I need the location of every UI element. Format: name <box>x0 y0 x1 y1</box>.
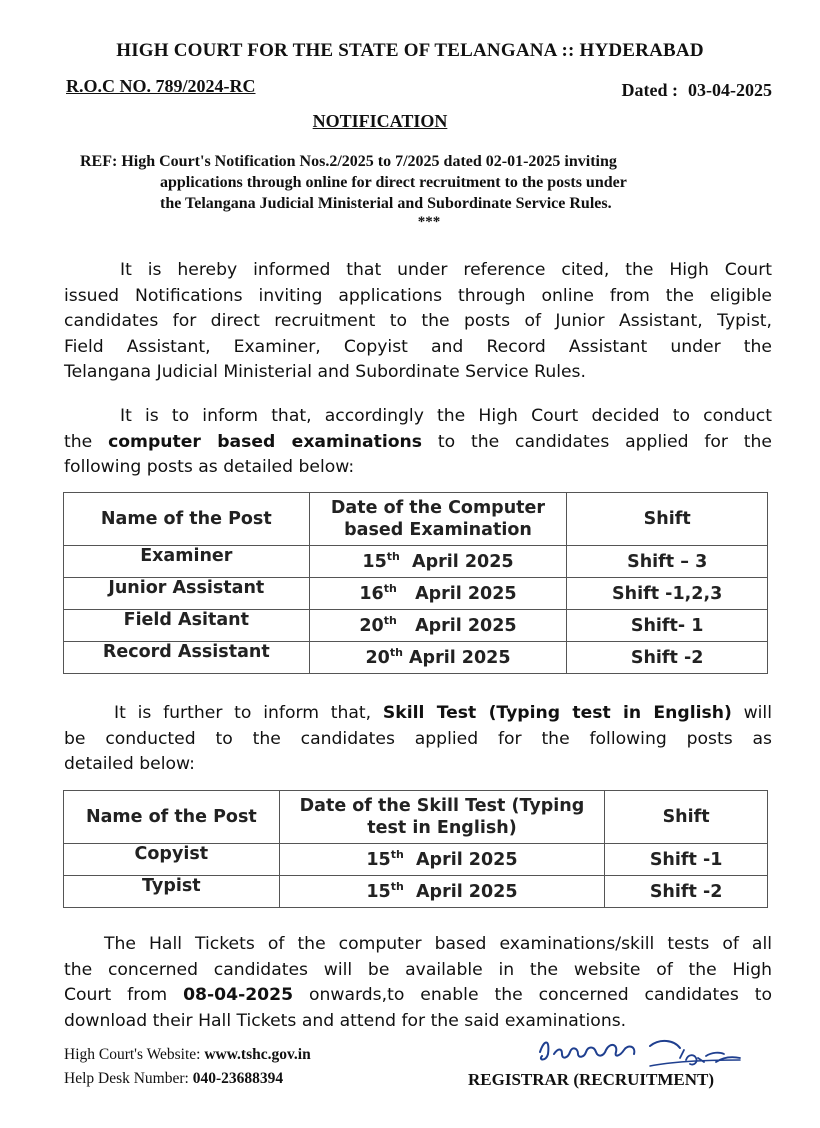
p4-line-2: the concerned candidates will be available in the website of the High <box>64 959 772 980</box>
header-shift: Shift <box>605 791 768 844</box>
table-row <box>64 546 768 578</box>
table-row <box>64 876 768 908</box>
post-name: Copyist <box>64 844 280 876</box>
exam-date: 20th April 2025 <box>309 642 567 674</box>
dated-label: Dated : <box>621 80 678 100</box>
header-shift: Shift <box>567 493 768 546</box>
ref-line-1: REF: High Court's Notification Nos.2/2025 to 7/2025 dated 02-01-2025 inviting <box>80 153 617 170</box>
p1-line-2: issued Notifications inviting applications through online from the eligible <box>64 285 772 306</box>
p1-line-1: It is hereby informed that under reference cited, the High Court <box>120 260 772 280</box>
p3-line-2: be conducted to the candidates applied for the following posts as <box>64 728 772 749</box>
reference <box>80 151 760 214</box>
p1-line-4: Field Assistant, Examiner, Copyist and Record Assistant under the <box>64 336 772 357</box>
shift: Shift – 3 <box>567 546 768 578</box>
shift: Shift -1,2,3 <box>567 578 768 610</box>
paragraph-4 <box>64 932 772 1034</box>
shift: Shift- 1 <box>567 610 768 642</box>
p4-line-3b: 08-04-2025 <box>183 985 294 1005</box>
dated <box>622 80 773 101</box>
p4-line-3a: Court from <box>64 985 168 1005</box>
paragraph-2 <box>64 404 772 481</box>
p4-line-4: download their Hall Tickets and attend for the said examinations. <box>64 1010 627 1031</box>
post-name: Typist <box>64 876 280 908</box>
header-date: Date of the Computer based Examination <box>309 493 567 546</box>
website-line <box>64 1046 311 1064</box>
table-row <box>64 642 768 674</box>
helpdesk-line <box>64 1070 283 1088</box>
p2-line-3: following posts as detailed below: <box>64 457 355 477</box>
skill-test-table <box>63 790 768 908</box>
roc-number: R.O.C NO. 789/2024-RC <box>66 76 256 96</box>
p2-line-2c: to the candidates applied for the <box>437 431 773 452</box>
post-name: Junior Assistant <box>64 578 310 610</box>
p2-line-2a: the <box>64 431 93 452</box>
paragraph-3 <box>64 701 772 778</box>
post-name: Field Asitant <box>64 610 310 642</box>
exam-schedule-table <box>63 492 768 674</box>
separator-stars: *** <box>417 214 441 230</box>
p4-line-3c: onwards,to enable the concerned candidates to <box>308 985 772 1005</box>
table-row <box>64 578 768 610</box>
p1-line-3: candidates for direct recruitment to the posts of Junior Assistant, Typist, <box>64 311 772 331</box>
post-name: Examiner <box>64 546 310 578</box>
post-name: Record Assistant <box>64 642 310 674</box>
p4-line-1: The Hall Tickets of the computer based examinations/skill tests of all <box>104 934 772 954</box>
ref-line-2: applications through online for direct recruitment to the posts under <box>160 174 627 191</box>
website-link[interactable]: www.tshc.gov.in <box>204 1046 311 1063</box>
header-post: Name of the Post <box>64 791 280 844</box>
exam-date: 20th April 2025 <box>309 610 567 642</box>
p2-line-2b: computer based examinations <box>108 431 423 452</box>
court-title: HIGH COURT FOR THE STATE OF TELANGANA :: HYDERABAD <box>116 40 704 61</box>
p3-line-1c: will <box>743 703 772 723</box>
table-row <box>64 610 768 642</box>
table-header-row <box>64 791 768 844</box>
table-row <box>64 844 768 876</box>
header-post: Name of the Post <box>64 493 310 546</box>
p3-line-1a: It is further to inform that, <box>114 703 372 723</box>
exam-date: 15th April 2025 <box>309 546 567 578</box>
test-date: 15th April 2025 <box>279 844 605 876</box>
shift: Shift -2 <box>605 876 768 908</box>
shift: Shift -1 <box>605 844 768 876</box>
ref-line-3: the Telangana Judicial Ministerial and Subordinate Service Rules. <box>160 195 612 212</box>
exam-date: 16th April 2025 <box>309 578 567 610</box>
header-date: Date of the Skill Test (Typing test in English) <box>279 791 605 844</box>
website-label: High Court's Website: <box>64 1046 201 1063</box>
shift: Shift -2 <box>567 642 768 674</box>
registrar-signature-label: REGISTRAR (RECRUITMENT) <box>468 1070 715 1089</box>
paragraph-1 <box>64 258 772 386</box>
p2-line-1: It is to inform that, accordingly the High Court decided to conduct <box>120 406 772 426</box>
table-header-row <box>64 493 768 546</box>
helpdesk-label: Help Desk Number: <box>64 1070 189 1087</box>
notification-title: NOTIFICATION <box>312 111 448 131</box>
p3-line-3: detailed below: <box>64 754 195 774</box>
dated-value: 03-04-2025 <box>688 80 772 100</box>
p1-line-5: Telangana Judicial Ministerial and Subordinate Service Rules. <box>64 362 586 382</box>
helpdesk-number: 040-23688394 <box>192 1070 284 1087</box>
test-date: 15th April 2025 <box>279 876 605 908</box>
p3-line-1b: Skill Test (Typing test in English) <box>382 703 732 723</box>
